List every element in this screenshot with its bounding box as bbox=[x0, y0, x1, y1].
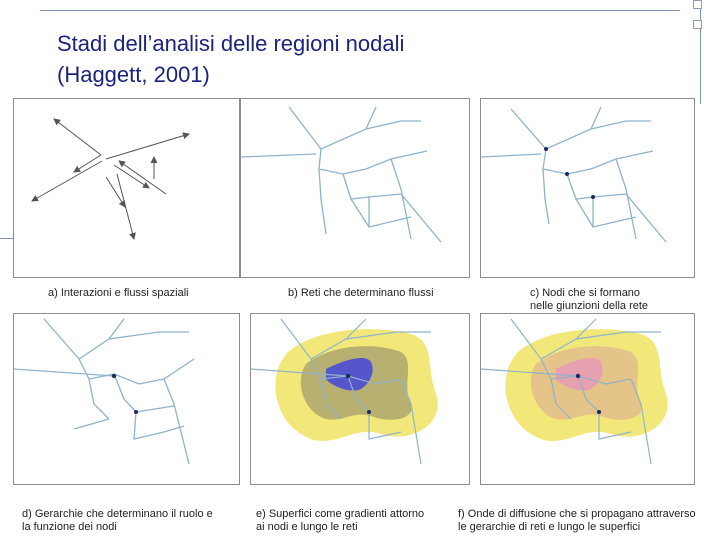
decor-square bbox=[693, 0, 702, 9]
decor-rule-right bbox=[700, 4, 701, 104]
decor-rule-left bbox=[0, 238, 14, 239]
diffusion-wave-diagram bbox=[481, 314, 694, 484]
caption-f bbox=[458, 508, 696, 534]
caption-e-line2: ai nodi e lungo le reti bbox=[256, 521, 358, 533]
page-title-line2: (Haggett, 2001) bbox=[57, 62, 210, 87]
panel-b-networks bbox=[240, 98, 470, 278]
surface-gradient-diagram bbox=[251, 314, 469, 484]
panel-e-surfaces bbox=[250, 313, 470, 485]
network-node bbox=[544, 147, 548, 151]
network-node bbox=[576, 374, 580, 378]
page-title-line1: Stadi dell’analisi delle regioni nodali bbox=[57, 31, 405, 56]
page-title bbox=[57, 28, 404, 90]
caption-d-line2: la funzione dei nodi bbox=[22, 521, 117, 533]
caption-d bbox=[22, 508, 213, 534]
hierarchy-diagram bbox=[14, 314, 239, 484]
network-node bbox=[565, 172, 569, 176]
caption-b: b) Reti che determinano flussi bbox=[288, 287, 434, 299]
network-node bbox=[591, 195, 595, 199]
caption-c-line2: nelle giunzioni della rete bbox=[530, 300, 649, 312]
caption-c-line1: c) Nodi che si formano bbox=[530, 287, 641, 299]
network-node bbox=[367, 410, 371, 414]
panel-d-hierarchies bbox=[13, 313, 240, 485]
panel-c-nodes bbox=[480, 98, 695, 278]
caption-f-line2: le gerarchie di reti e lungo le superfici bbox=[458, 521, 641, 533]
caption-f-line1: f) Onde di diffusione che si propagano attraverso bbox=[458, 508, 696, 520]
caption-d-line1: d) Gerarchie che determinano il ruolo e bbox=[22, 508, 213, 520]
network-nodes-diagram bbox=[481, 99, 694, 277]
network-diagram bbox=[241, 99, 469, 277]
caption-e-line1: e) Superfici come gradienti attorno bbox=[256, 508, 425, 520]
caption-e bbox=[256, 508, 424, 534]
network-node bbox=[112, 374, 116, 378]
network-node bbox=[597, 410, 601, 414]
network-node bbox=[134, 410, 138, 414]
caption-c bbox=[530, 287, 648, 313]
panel-a-flows bbox=[13, 98, 240, 278]
panel-f-diffusion bbox=[480, 313, 695, 485]
decor-square bbox=[693, 20, 702, 29]
caption-a: a) Interazioni e flussi spaziali bbox=[48, 287, 189, 299]
network-node bbox=[346, 374, 350, 378]
flows-arrows-diagram bbox=[14, 99, 239, 277]
decor-rule-top bbox=[40, 10, 680, 11]
